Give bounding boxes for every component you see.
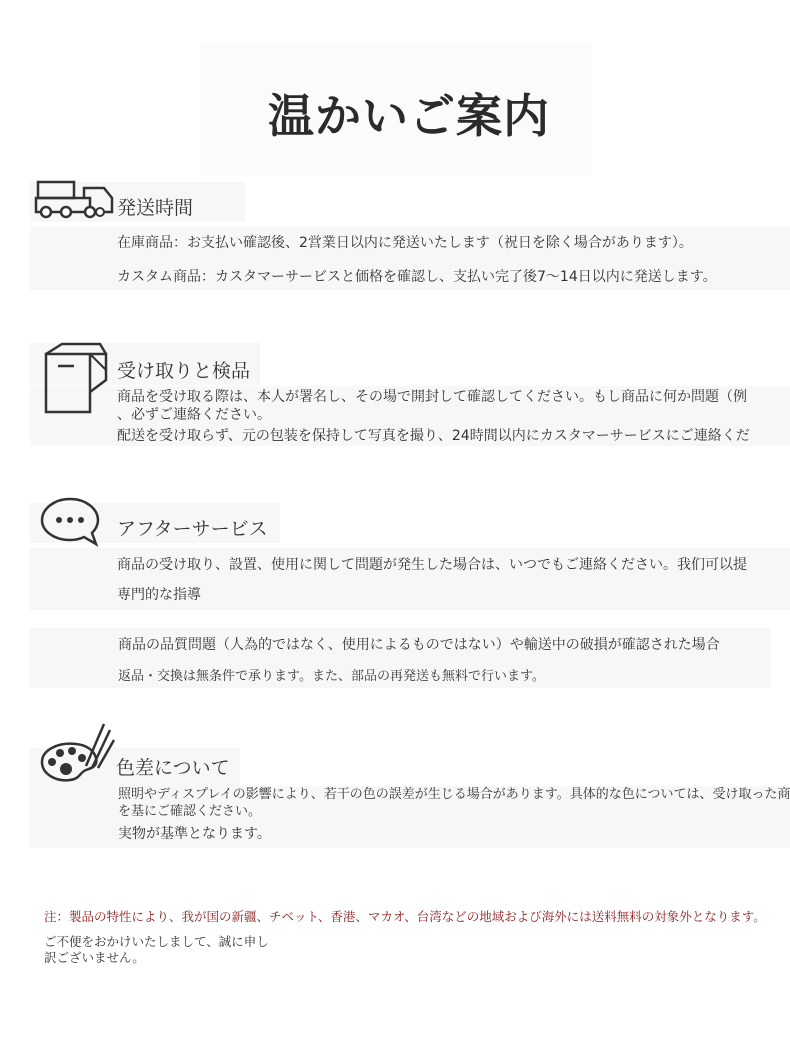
box-icon bbox=[40, 340, 112, 416]
inspection-line-1: 商品を受け取る際は、本人が署名し、その場で開封して確認してください。もし商品に何か問題（例 bbox=[117, 389, 747, 405]
color-line-1: 照明やディスプレイの影響により、若干の色の誤差が生じる場合があります。具体的な色については、受け取った商 bbox=[118, 787, 790, 802]
section-heading-inspection: 受け取りと検品 bbox=[117, 360, 251, 382]
page-title: 温かいご案内 bbox=[268, 89, 550, 143]
truck-icon bbox=[34, 176, 120, 222]
section-heading-aftersales: アフターサービス bbox=[117, 518, 268, 540]
shipping-line-1: 在庫商品：お支払い確認後、2営業日以内に発送いたします（祝日を除く場合があります）。 bbox=[117, 235, 693, 251]
shipping-note: 注：製品の特性により、我が国の新疆、チベット、香港、マカオ、台湾などの地域および海外には送料無料の対象外となります。 bbox=[44, 909, 766, 924]
inspection-line-2: 、必ずご連絡ください。 bbox=[117, 407, 271, 423]
shipping-line-2: カスタム商品：カスタマーサービスと価格を確認し、支払い完了後7〜14日以内に発送します。 bbox=[117, 269, 717, 285]
aftersales-line-1: 商品の受け取り、設置、使用に関して問題が発生した場合は、いつでもご連絡ください。我们可以提 bbox=[117, 557, 747, 573]
section-heading-shipping: 発送時間 bbox=[117, 197, 194, 219]
apology-text: ご不便をおかけいたしまして、誠に申し訳ございません。 bbox=[44, 934, 269, 965]
section-heading-color: 色差について bbox=[116, 757, 230, 779]
aftersales-line-2: 専門的な指導 bbox=[117, 587, 201, 603]
color-line-2: を基にご確認ください。 bbox=[118, 804, 262, 819]
inspection-line-3: 配送を受け取らず、元の包装を保持して写真を撮り、24時間以内にカスタマーサービスにご連絡くだ bbox=[117, 428, 750, 444]
aftersales-line-3: 商品の品質問題（人為的ではなく、使用によるものではない）や輸送中の破損が確認された場合 bbox=[118, 637, 720, 653]
chat-bubble-icon bbox=[40, 496, 102, 548]
paint-palette-icon bbox=[40, 718, 116, 788]
aftersales-line-4: 返品・交換は無条件で承ります。また、部品の再発送も無料で行います。 bbox=[118, 669, 545, 684]
color-line-3: 実物が基準となります。 bbox=[118, 826, 271, 842]
